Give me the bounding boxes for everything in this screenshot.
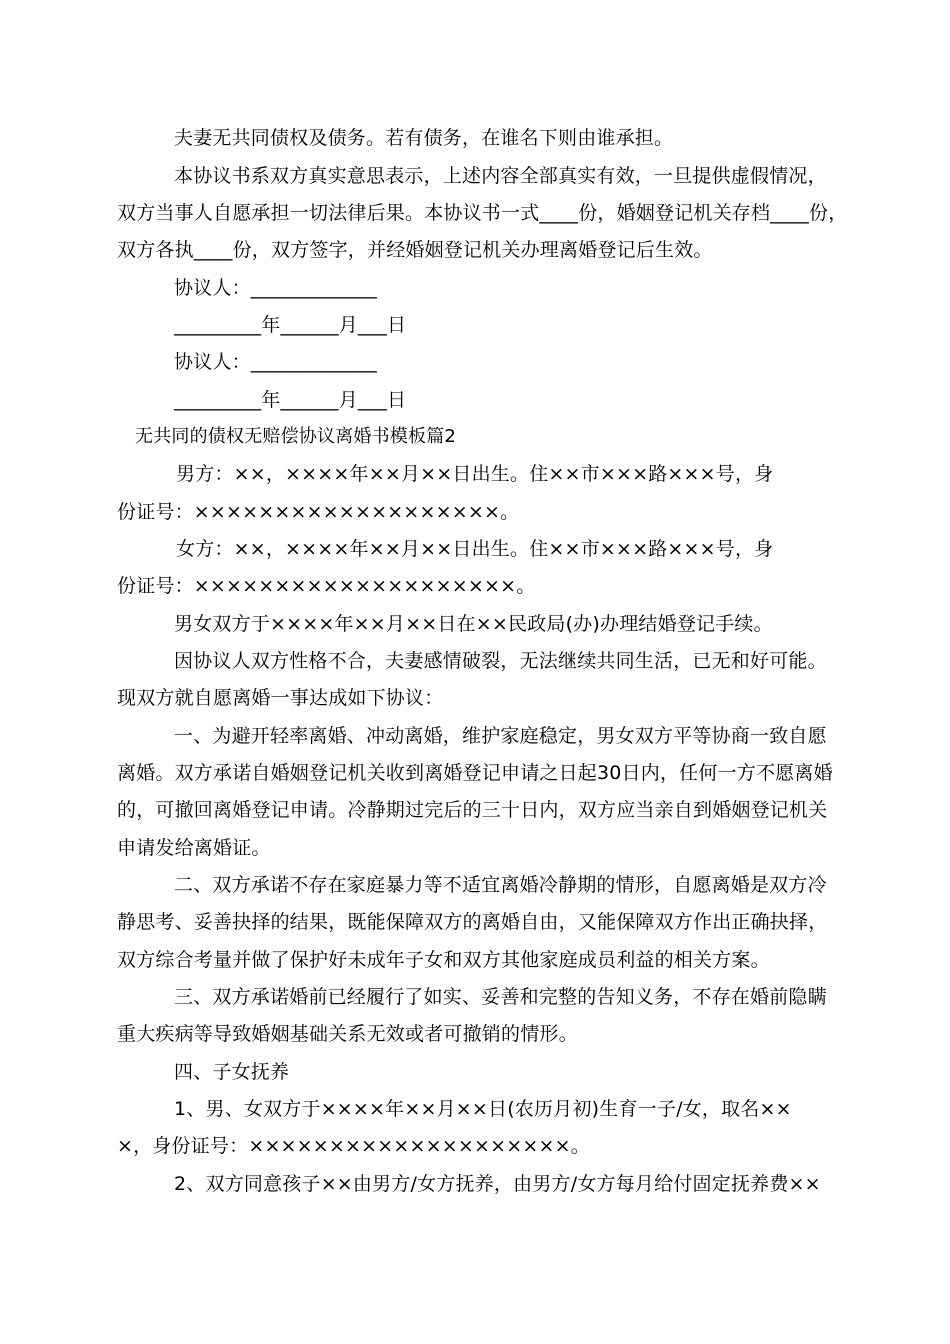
date-line: _________年______月___日: [174, 389, 407, 411]
paragraph-line: ×，身份证号：××××××××××××××××××××。: [117, 1135, 590, 1157]
paragraph-line: 男女双方于××××年××月××日在××民政局(办)办理结婚登记手续。: [174, 613, 773, 635]
date-line: _________年______月___日: [174, 314, 407, 336]
paragraph-line: 本协议书系双方真实意思表示，上述内容全部真实有效，一旦提供虚假情况，: [174, 165, 827, 187]
paragraph-line: 双方各执____份，双方签字，并经婚姻登记机关办理离婚登记后生效。: [117, 239, 713, 261]
paragraph-line: 因协议人双方性格不合，夫妻感情破裂，无法继续共同生活，已无和好可能。: [174, 650, 827, 672]
paragraph-line: 二、双方承诺不存在家庭暴力等不适宜离婚冷静期的情形，自愿离婚是双方冷: [174, 874, 827, 896]
paragraph-line: 份证号：××××××××××××××××××××。: [117, 575, 536, 597]
paragraph-line: 四、子女抚养: [174, 1061, 290, 1083]
paragraph-line: 申请发给离婚证。: [117, 837, 271, 859]
paragraph-line: 的，可撤回离婚登记申请。冷静期过完后的三十日内，双方应当亲自到婚姻登记机关: [117, 799, 828, 821]
signature-line: 协议人：_____________: [174, 277, 377, 299]
paragraph-line: 双方综合考量并做了保护好未成年子女和双方其他家庭成员利益的相关方案。: [117, 949, 770, 971]
paragraph-line: 现双方就自愿离婚一事达成如下协议：: [117, 687, 444, 709]
paragraph-line: 夫妻无共同债权及债务。若有债务，在谁名下则由谁承担。: [174, 127, 674, 149]
paragraph-line: 离婚。双方承诺自婚姻登记机关收到离婚登记申请之日起30日内，任何一方不愿离婚: [117, 762, 833, 784]
paragraph-line: 份证号：×××××××××××××××××××。: [117, 501, 520, 523]
paragraph-line: 静思考、妥善抉择的结果，既能保障双方的离婚自由，又能保障双方作出正确抉择，: [117, 911, 828, 933]
paragraph-line: 1、男、女双方于××××年××月××日(农历月初)生育一子/女，取名××: [174, 1098, 792, 1120]
paragraph-line: 一、为避开轻率离婚、冲动离婚，维护家庭稳定，男女双方平等协商一致自愿: [174, 725, 827, 747]
paragraph-line: 重大疾病等导致婚姻基础关系无效或者可撤销的情形。: [117, 1023, 578, 1045]
signature-line: 协议人：_____________: [174, 351, 377, 373]
paragraph-line: 双方当事人自愿承担一切法律后果。本协议书一式____份，婚姻登记机关存档____份，: [117, 202, 848, 224]
paragraph-line: 三、双方承诺婚前已经履行了如实、妥善和完整的告知义务，不存在婚前隐瞒: [174, 986, 827, 1008]
paragraph-line: 男方：××，××××年××月××日出生。住××市×××路×××号，身: [176, 463, 774, 485]
paragraph-line: 2、双方同意孩子××由男方/女方抚养，由男方/女方每月给付固定抚养费××: [174, 1173, 821, 1195]
section-heading: 无共同的债权无赔偿协议离婚书模板篇2: [135, 426, 457, 447]
paragraph-line: 女方：××，××××年××月××日出生。住××市×××路×××号，身: [176, 538, 774, 560]
